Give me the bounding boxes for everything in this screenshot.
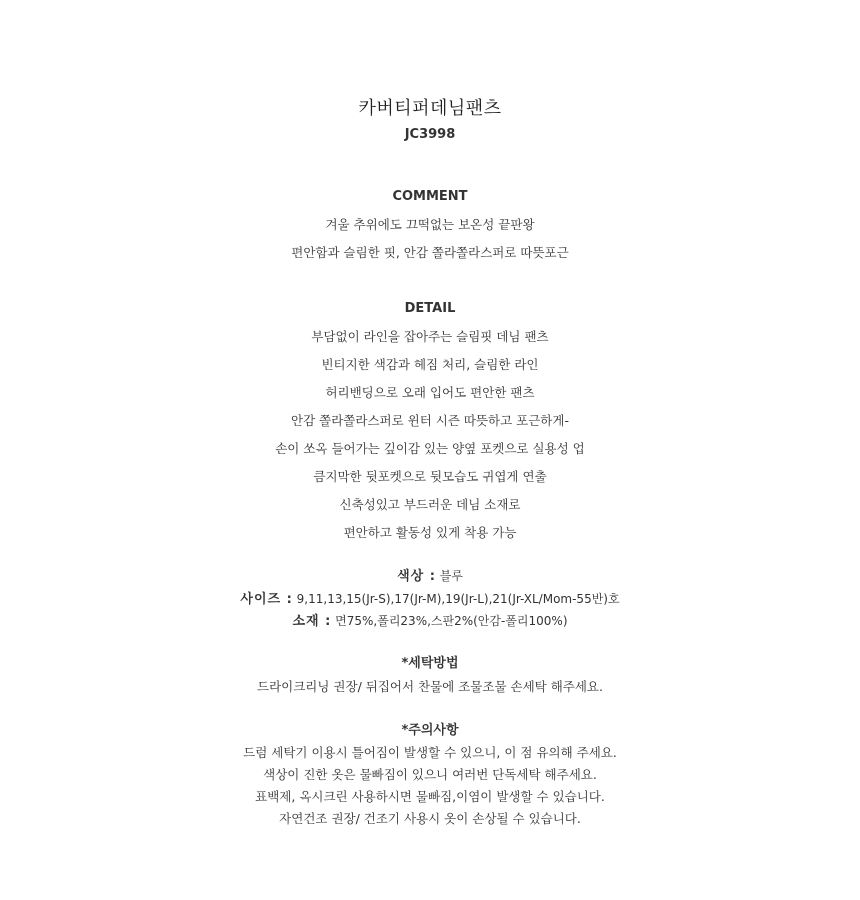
caution-line: 자연건조 권장/ 건조기 사용시 옷이 손상될 수 있습니다. (279, 811, 581, 826)
spec-color-value: 블루 (439, 569, 463, 583)
detail-line: 신축성있고 부드러운 데님 소재로 (339, 497, 521, 512)
spec-material (0, 612, 860, 631)
comment-line: 편안함과 슬림한 핏, 안감 쫄라쫄라스퍼로 따뜻포근 (291, 245, 569, 260)
detail-line: 안감 쫄라쫄라스퍼로 윈터 시즌 따뜻하고 포근하게- (291, 413, 569, 428)
detail-line: 부담없이 라인을 잡아주는 슬림핏 데님 팬츠 (311, 329, 549, 344)
detail-line: 손이 쏘옥 들어가는 깊이감 있는 양옆 포켓으로 실용성 업 (275, 441, 585, 456)
comment-line: 겨울 추위에도 끄떡없는 보온성 끝판왕 (325, 217, 535, 232)
spec-size (0, 590, 860, 609)
caution-line: 색상이 진한 옷은 물빠짐이 있으니 여러번 단독세탁 해주세요. (263, 767, 597, 782)
product-code: JC3998 (404, 127, 456, 142)
detail-line: 큼지막한 뒷포켓으로 뒷모습도 귀엽게 연출 (313, 469, 547, 484)
detail-line: 허리밴딩으로 오래 입어도 편안한 팬츠 (325, 385, 535, 400)
caution-line: 드럼 세탁기 이용시 틀어짐이 발생할 수 있으니, 이 점 유의해 주세요. (243, 745, 617, 760)
spec-size-key: 사이즈 : (240, 592, 293, 607)
spec-color-key: 색상 : (397, 569, 436, 584)
detail-line: 빈티지한 색감과 헤짐 처리, 슬림한 라인 (321, 357, 539, 372)
spec-size-value: 9,11,13,15(Jr-S),17(Jr-M),19(Jr-L),21(Jr-XL/Mom-55반)호 (296, 592, 620, 606)
detail-line: 편안하고 활동성 있게 착용 가능 (343, 525, 517, 540)
caution-line: 표백제, 옥시크린 사용하시면 물빠짐,이염이 발생할 수 있습니다. (255, 789, 605, 804)
spec-color (0, 567, 860, 586)
washing-heading: *세탁방법 (401, 656, 459, 671)
spec-material-key: 소재 : (292, 614, 332, 629)
product-name: 카버티퍼데님팬츠 (358, 98, 502, 119)
detail-heading: DETAIL (404, 301, 456, 316)
comment-heading: COMMENT (392, 189, 468, 204)
spec-material-value: 면75%,폴리23%,스판2%(안감-폴리100%) (335, 614, 568, 628)
caution-heading: *주의사항 (401, 723, 459, 738)
washing-line: 드라이크리닝 권장/ 뒤집어서 찬물에 조물조물 손세탁 해주세요. (257, 679, 603, 694)
